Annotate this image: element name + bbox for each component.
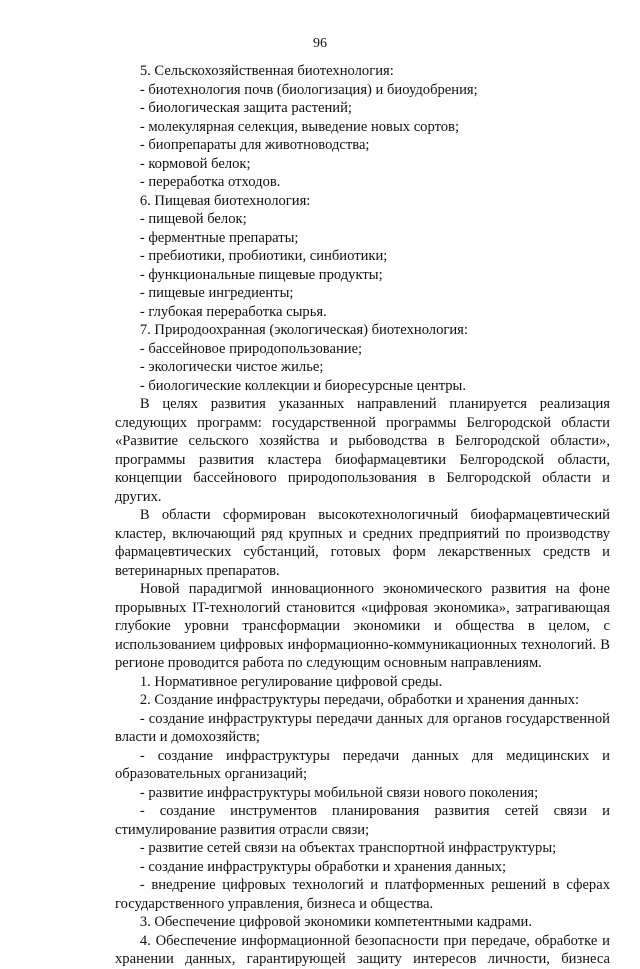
cluster-paragraph: В области сформирован высокотехнологичный биофармацевтический кластер, включающий ряд крупных и средних предприятий по производству фармацевтических субстанций, готовых форм лекарственных средств и ветеринарных препаратов.	[115, 507, 610, 579]
list-item: - создание инфраструктуры передачи данных для органов государственной власти и домохозяйств;	[115, 710, 610, 745]
eco-title: 7. Природоохранная (экологическая) биотехнология:	[139, 322, 468, 338]
list-item: - развитие инфраструктуры мобильной связи нового поколения;	[139, 784, 539, 801]
eco-section	[140, 321, 610, 395]
direction-2: 2. Создание инфраструктуры передачи, обработки и хранения данных:	[139, 692, 580, 708]
list-item: - создание инфраструктуры передачи данных для медицинских и образовательных организаций;	[115, 747, 610, 782]
list-item: - функциональные пищевые продукты;	[139, 266, 383, 283]
list-item: - биологические коллекции и биоресурсные центры.	[139, 377, 467, 394]
page-number: 96	[313, 36, 327, 51]
programs-paragraph: В целях развития указанных направлений планируется реализация следующих программ: государственной программы Белгородской области «Развитие сельского хозяйства и рыбоводства в Белгородской области», программы развития кластера биофармацевтики Белгородской области, концепции бассейнового природопользования в Белгородской области и других.	[115, 396, 610, 505]
list-item: - развитие сетей связи на объектах транспортной инфраструктуры;	[139, 840, 557, 856]
list-item: - бассейновое природопользование;	[139, 340, 363, 357]
digital-economy-paragraph: Новой парадигмой инновационного экономического развития на фоне прорывных IT-технологий становится «цифровая экономика», затрагивающая глубокие уровни трансформации экономики и общества в целом, с использованием цифровых информационно-коммуникационных технологий. В регионе проводится работа по следующим основным направлениям.	[115, 581, 610, 671]
list-item: - биопрепараты для животноводства;	[139, 137, 370, 153]
list-item: - внедрение цифровых технологий и платформенных решений в сферах государственного управления, бизнеса и общества.	[115, 877, 610, 912]
food-section	[140, 192, 610, 322]
list-item: - молекулярная селекция, выведение новых сортов;	[139, 118, 460, 135]
agri-section	[140, 62, 610, 192]
list-item: - пребиотики, пробиотики, синбиотики;	[139, 248, 388, 264]
list-item: - создание инфраструктуры обработки и хранения данных;	[139, 858, 507, 875]
list-item: - глубокая переработка сырья.	[139, 303, 327, 320]
document-body	[115, 62, 610, 969]
list-item: - пищевые ингредиенты;	[139, 285, 294, 301]
list-item: - создание инструментов планирования развития сетей связи и стимулирование развития отрасли связи;	[115, 803, 610, 838]
list-item: - экологически чистое жилье;	[139, 359, 324, 375]
direction-4: 4. Обеспечение информационной безопасности при передаче, обработке и хранении данных, гарантирующей защиту интересов личности, бизнеса	[115, 932, 610, 967]
food-title: 6. Пищевая биотехнология:	[139, 192, 311, 209]
list-item: - биологическая защита растений;	[139, 100, 352, 116]
direction-1: 1. Нормативное регулирование цифровой среды.	[139, 673, 443, 690]
list-item: - кормовой белок;	[139, 155, 251, 172]
list-item: - переработка отходов.	[139, 174, 281, 190]
agri-title: 5. Сельскохозяйственная биотехнология:	[139, 63, 394, 79]
list-item: - биотехнология почв (биологизация) и биоудобрения;	[139, 81, 478, 98]
list-item: - ферментные препараты;	[139, 229, 299, 246]
direction-3: 3. Обеспечение цифровой экономики компетентными кадрами.	[139, 914, 533, 930]
list-item: - пищевой белок;	[139, 211, 247, 227]
